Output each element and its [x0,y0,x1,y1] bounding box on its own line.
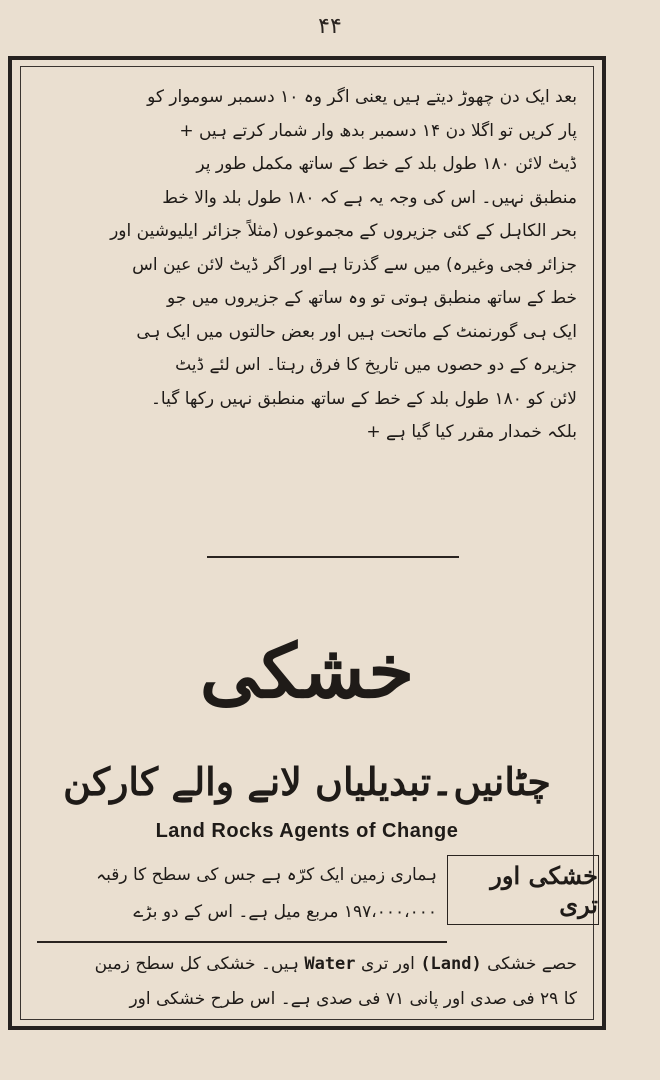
side-box-text [37,857,437,931]
page-number: ۴۴ [318,14,342,39]
latin-term-land: (Land) [420,954,482,974]
paragraph-line: بلکہ خمدار مقرر کیا گیا ہے + [366,422,577,442]
text-fragment: اور تری [360,954,415,974]
paragraph-line: کا ۲۹ فی صدی اور پانی ۷۱ فی صدی ہے۔ اس طرح خشکی اور [129,989,577,1009]
section-divider [207,556,459,558]
paragraph-line: خط کے ساتھ منطبق ہوتی تو وہ ساتھ کے جزیروں میں جو [167,288,577,308]
paragraph-line: بعد ایک دن چھوڑ دیتے ہیں یعنی اگر وہ ۱۰ دسمبر سوموار کو [147,87,577,107]
paragraph-line: لائن کو ۱۸۰ طول بلد کے خط کے ساتھ منطبق نہیں رکھا گیا۔ [150,388,577,409]
side-heading-box [447,855,599,925]
box-line: ۱۹۷،۰۰۰،۰۰۰ مربع میل ہے۔ اس کے دو بڑے [133,902,437,922]
paragraph-line: منطبق نہیں۔ اس کی وجہ یہ ہے کہ ۱۸۰ طول بلد والا خط [162,187,577,208]
text-fragment: ہیں۔ خشکی کل سطح زمین [94,954,299,974]
paragraph-line: ایک ہی گورنمنٹ کے ماتحت ہیں اور بعض حالتوں میں ایک ہی [136,321,577,342]
chapter-subtitle: چٹانیں۔تبدیلیاں لانے والے کارکن [63,759,551,804]
side-heading: خشکی اور تری [490,861,598,919]
latin-term-water: Water [304,954,356,974]
paragraph-line: بحر الکاہل کے کئی جزیروں کے مجموعوں (مثلاً جزائر ایلیوشین اور [110,221,577,241]
side-box-underline [37,941,447,943]
chapter-title: خشکی [199,629,415,715]
paragraph-line: جزیرہ کے دو حصوں میں تاریخ کا فرق رہتا۔ اس لئے ڈیٹ [175,355,577,375]
paragraph-line: ڈیٹ لائن ۱۸۰ طول بلد کے خط کے ساتھ مکمل طور پر [196,154,577,174]
text-fragment: حصے خشکی [487,954,577,974]
paragraph-line: پار کریں تو اگلا دن ۱۴ دسمبر بدھ وار شمار کرتے ہیں + [179,120,577,141]
land-water-paragraph [37,947,577,1017]
paragraph-line [37,947,577,982]
box-line: ہماری زمین ایک کرّہ ہے جس کی سطح کا رقبہ [96,865,437,885]
page-border [8,56,606,1030]
english-heading: Land Rocks Agents of Change [155,820,459,842]
inner-border [20,66,598,1020]
date-line-paragraph [37,81,577,450]
paragraph-line: جزائر فجی وغیرہ) میں سے گذرتا ہے اور اگر ڈیٹ لائن عین اس [132,254,577,275]
